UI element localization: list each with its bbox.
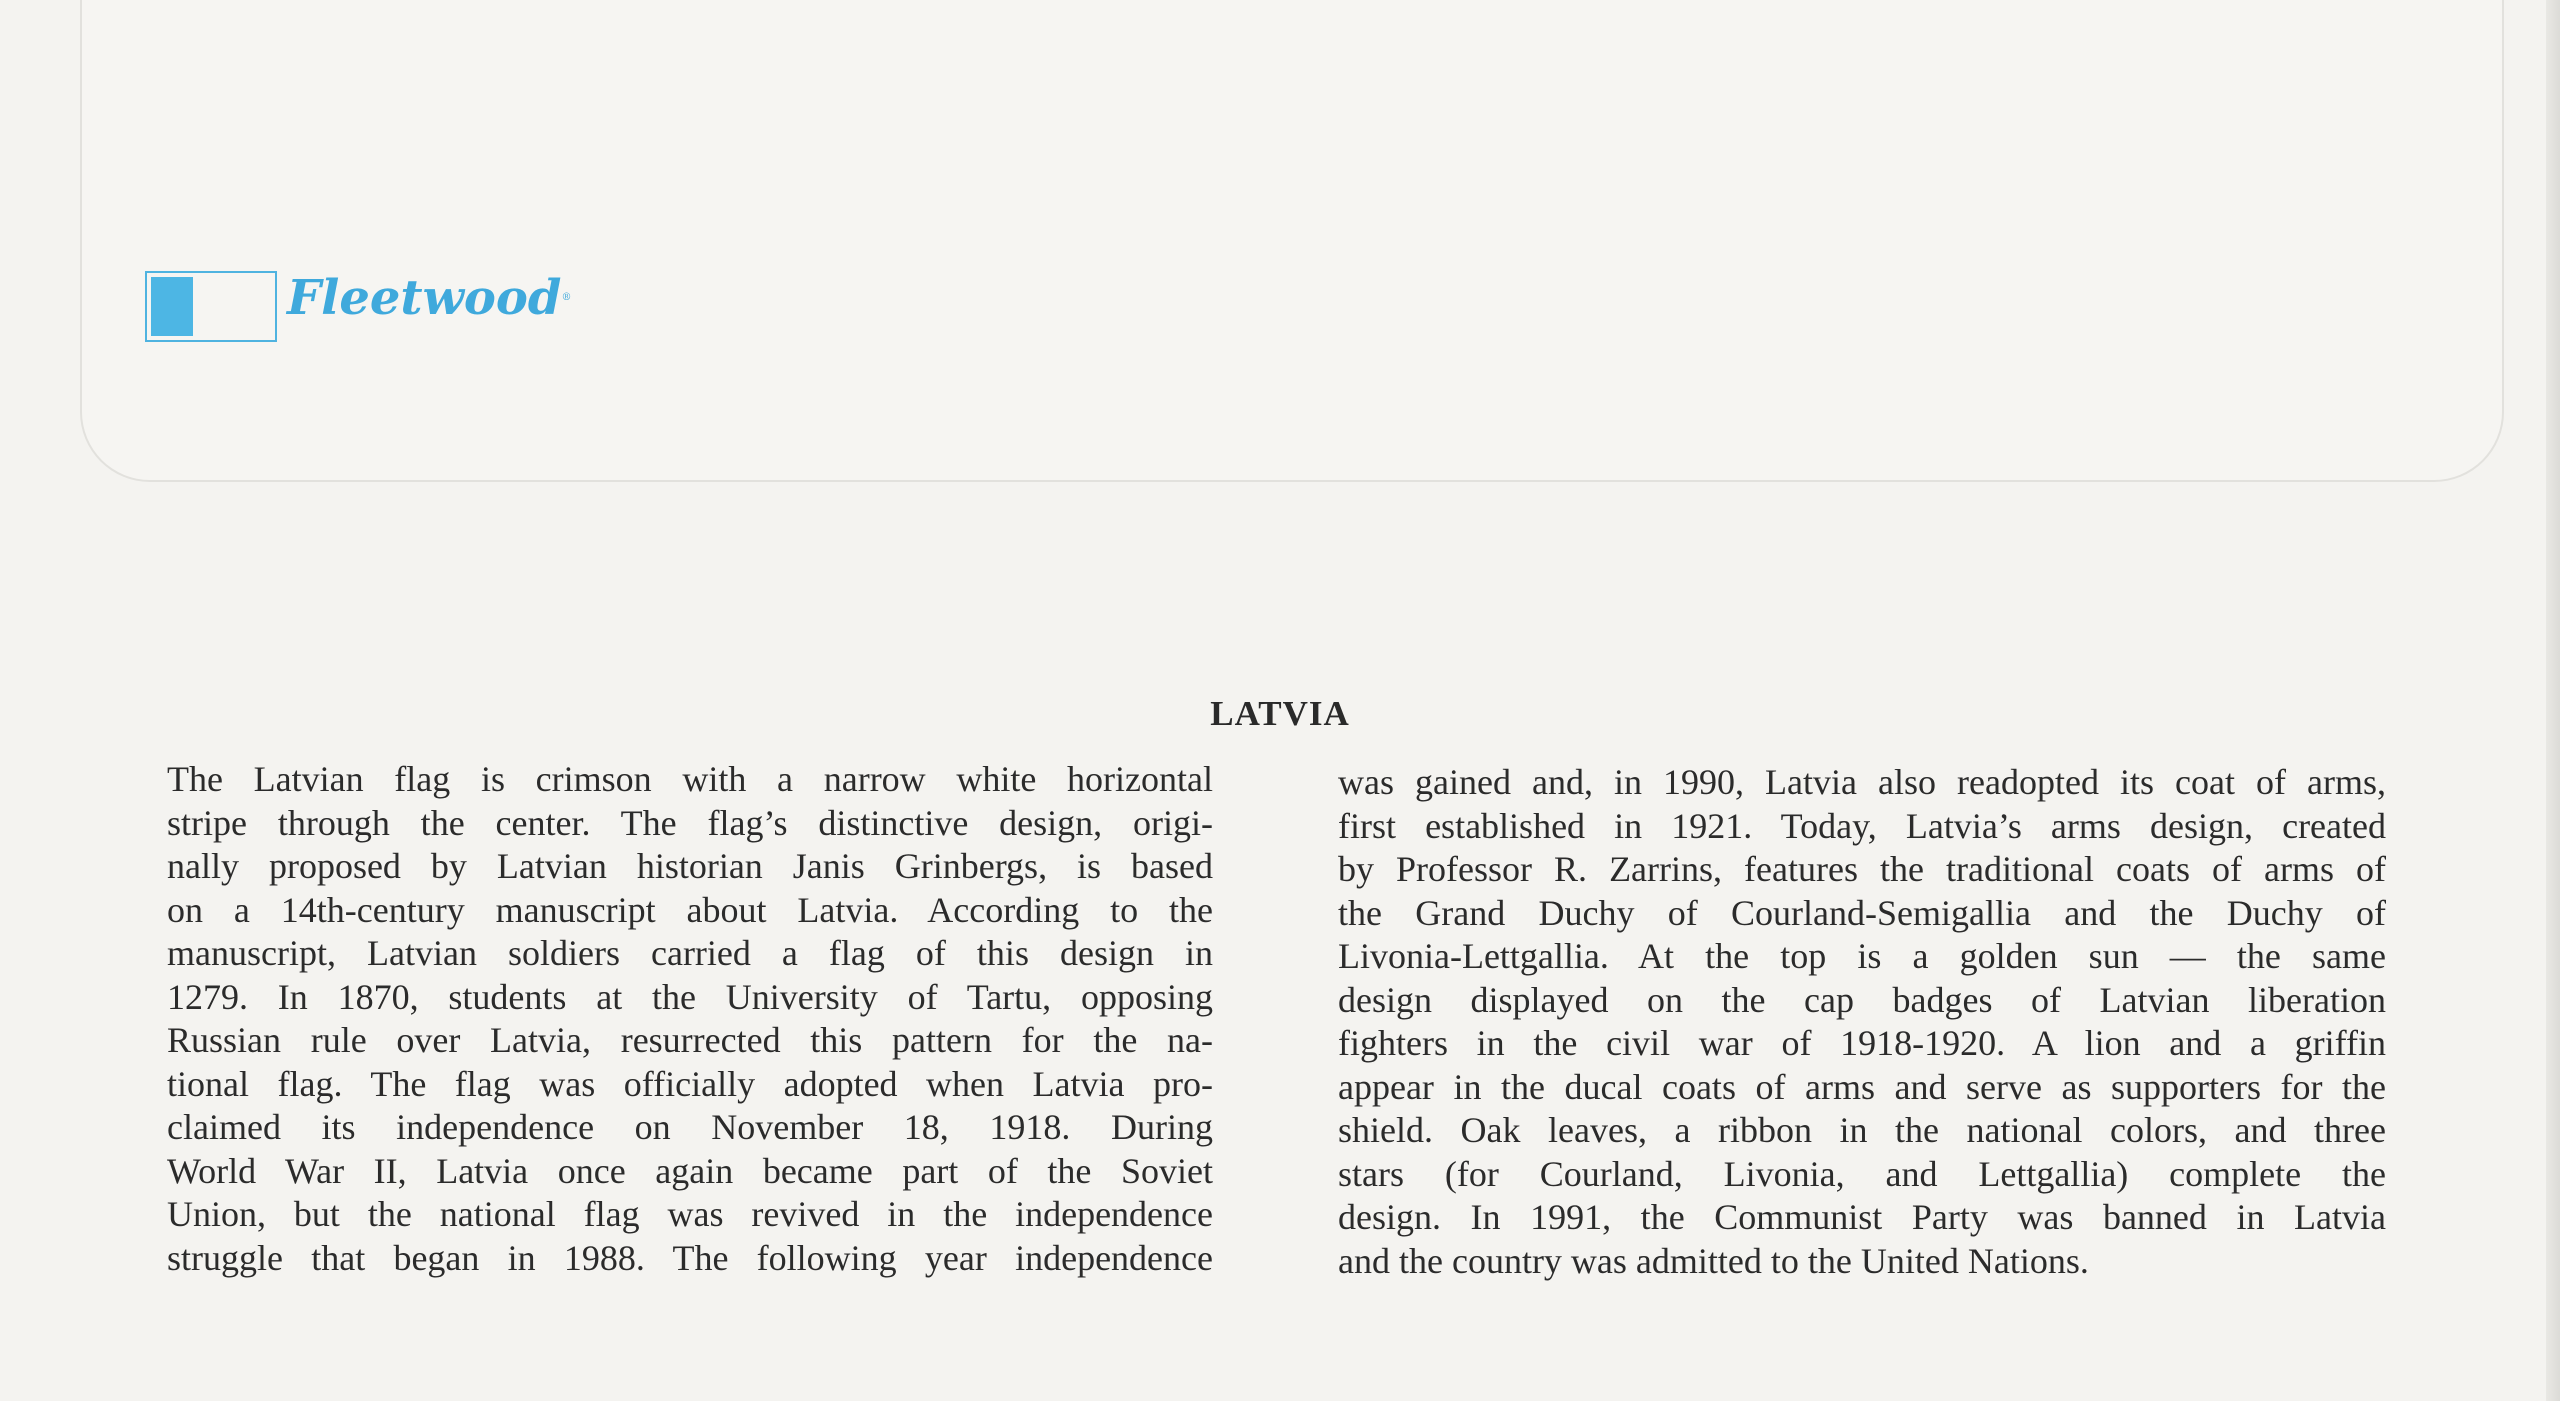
envelope-edge — [2546, 0, 2560, 1401]
text-line: shield. Oak leaves, a ribbon in the national colors, and three — [1338, 1110, 2386, 1150]
article-left-column — [167, 758, 1213, 1280]
text-line: 1279. In 1870, students at the University of Tartu, opposing — [167, 976, 1213, 1017]
text-line: claimed its independence on November 18, 1918. During — [167, 1107, 1213, 1147]
text-line: the Grand Duchy of Courland-Semigallia and the Duchy of — [1338, 892, 2386, 933]
text-line: World War II, Latvia once again became part of the Soviet — [167, 1150, 1213, 1191]
text-line: The Latvian flag is crimson with a narrow white horizontal — [167, 759, 1213, 799]
text-line: nally proposed by Latvian historian Janis Grinbergs, is based — [167, 846, 1213, 886]
text-line: stripe through the center. The flag’s distinctive design, origi- — [167, 802, 1213, 843]
text-line: Russian rule over Latvia, resurrected this pattern for the na- — [167, 1020, 1213, 1060]
text-line: fighters in the civil war of 1918-1920. A lion and a griffin — [1338, 1023, 2386, 1063]
text-line: manuscript, Latvian soldiers carried a flag of this design in — [167, 933, 1213, 973]
text-line: struggle that began in 1988. The following year independence — [167, 1237, 1213, 1278]
envelope-flap — [80, 0, 2504, 482]
text-line: Livonia-Lettgallia. At the top is a golden sun — the same — [1338, 936, 2386, 976]
text-line: was gained and, in 1990, Latvia also readopted its coat of arms, — [1338, 762, 2386, 802]
text-line: design displayed on the cap badges of Latvian liberation — [1338, 979, 2386, 1020]
brand-name: Fleetwood — [287, 270, 562, 326]
text-line: tional flag. The flag was officially adopted when Latvia pro- — [167, 1063, 1213, 1104]
text-line: stars (for Courland, Livonia, and Lettgallia) complete the — [1338, 1153, 2386, 1194]
text-line: by Professor R. Zarrins, features the traditional coats of arms of — [1338, 849, 2386, 889]
text-line: and the country was admitted to the United Nations. — [1338, 1240, 2089, 1281]
brand-logo-fill — [151, 277, 193, 336]
brand-logo-box — [145, 271, 277, 342]
text-line: on a 14th-century manuscript about Latvia. According to the — [167, 889, 1213, 930]
text-line: Union, but the national flag was revived in the independence — [167, 1194, 1213, 1234]
text-line: first established in 1921. Today, Latvia’s arms design, created — [1338, 805, 2386, 846]
text-line: design. In 1991, the Communist Party was banned in Latvia — [1338, 1197, 2386, 1237]
registered-mark: ® — [561, 292, 572, 303]
brand-wordmark — [287, 270, 571, 326]
article-right-column — [1338, 761, 2386, 1283]
text-line: appear in the ducal coats of arms and serve as supporters for the — [1338, 1066, 2386, 1107]
article-title: LATVIA — [1210, 694, 1350, 733]
